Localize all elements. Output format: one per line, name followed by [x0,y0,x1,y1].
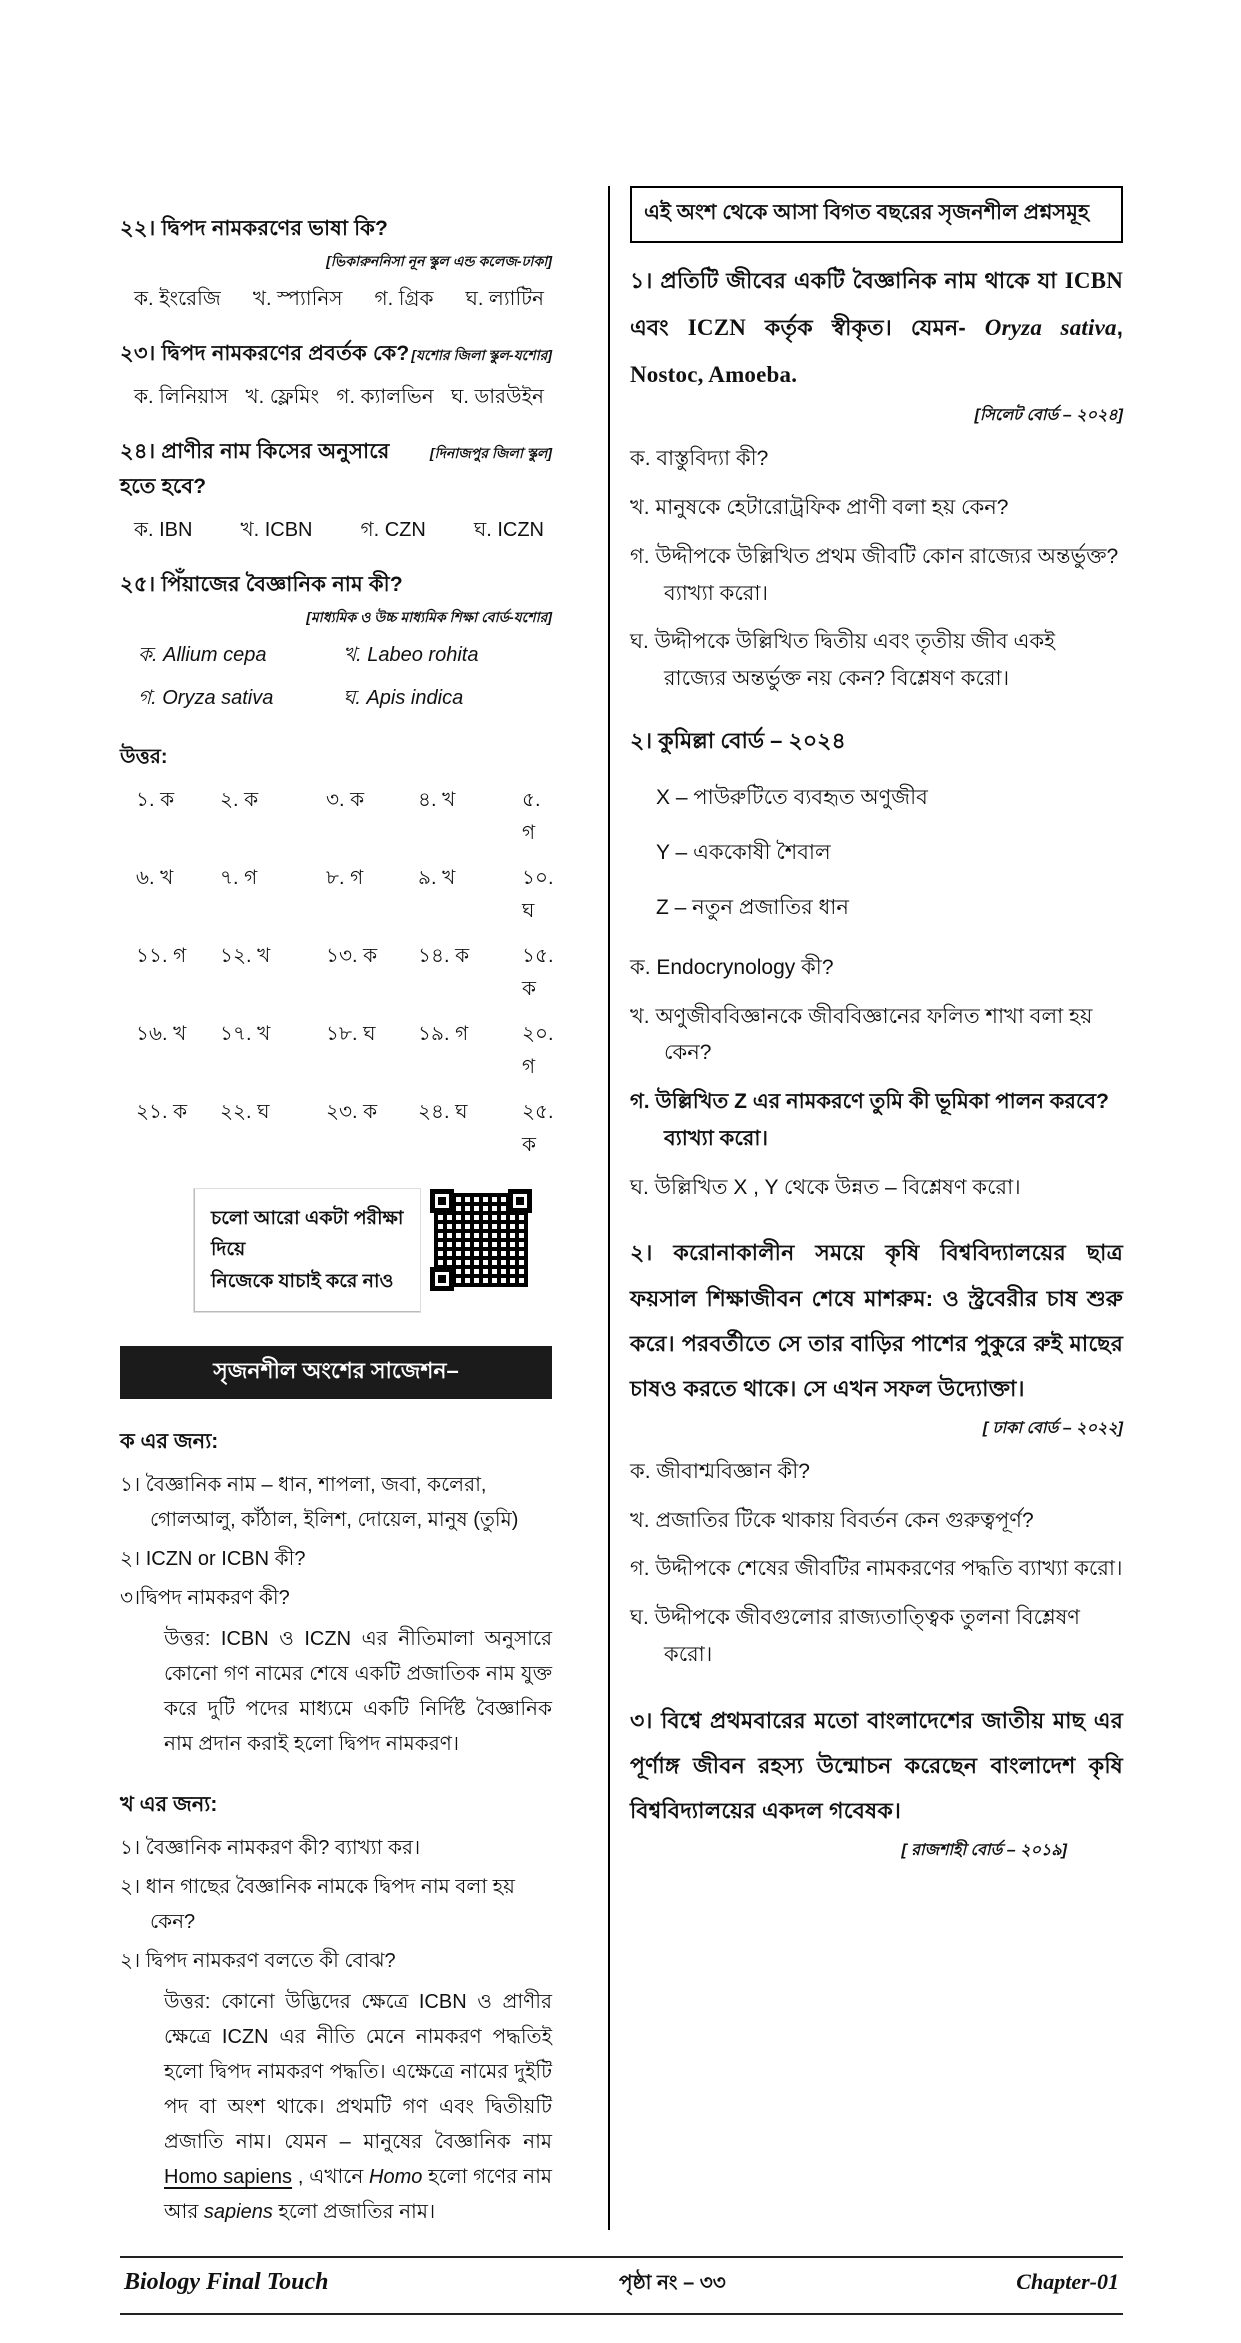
answer-cell: ১০. ঘ [522,867,554,922]
mcq-option: ক. IBN [134,519,193,541]
mcq-option: ঘ. Apis indica [343,687,464,709]
answer-cell: ১১. গ [136,945,187,967]
answer-cell: ১৫. ক [522,945,554,1000]
answer-cell: ৯. খ [418,867,456,889]
stem-text: ১। প্রতিটি জীবের একটি বৈজ্ঞানিক নাম থাকে যা [630,268,1065,293]
section-kha-heading: খ এর জন্য: [120,1793,218,1817]
section-ka-items [120,1468,552,1616]
question-stem: ২২। দ্বিপদ নামকরণের ভাষা কি? [120,217,389,240]
answer-text: হলো গণের নাম আর [164,2166,553,2224]
answer-cell: ১২. খ [220,945,271,967]
answer-cell: ১৩. ক [326,945,378,967]
question-source: [দিনাজপুর জিলা স্কুল] [429,445,552,461]
mcq-option: ক. Allium cepa [138,644,267,666]
creative-q1-subquestions [630,441,1123,698]
answer-text: হলো প্রজাতির নাম। [272,2201,436,2224]
creative-q2-xyz-list [630,781,1123,926]
suggestion-item: ১। বৈজ্ঞানিক নাম – ধান, শাপলা, জবা, কলেরা, গোলআলু, কাঁঠাল, ইলিশ, দোয়েল, মানুষ (তুমি) [120,1474,519,1532]
mcq-option: গ. ক্যালভিন [336,386,434,408]
mcq-option: খ. ICBN [240,519,313,541]
question-source: [যশোর জিলা স্কুল-যশোর] [411,347,552,363]
answer-cell: ১৪. ক [418,945,470,967]
question-source: [ভিকারুননিসা নূন স্কুল এন্ড কলেজ-ঢাকা] [326,253,552,269]
mcq-option: ক. লিনিয়াস [134,386,229,408]
creative-q2b-subquestions [630,1454,1123,1674]
answer-cell: ৭. গ [220,867,258,889]
answer-cell: ১৯. গ [418,1023,469,1045]
section-kha-answer [164,1985,552,2230]
stimulus-line: Z – নতুন প্রজাতির ধান [656,895,849,919]
board-source: [ রাজশাহী বোর্ড – ২০১৯] [901,1841,1067,1859]
suggestion-item: ২। দ্বিপদ নামকরণ বলতে কী বোঝ? [120,1950,396,1973]
subquestion: ঘ. উদ্দীপকে জীবগুলোর রাজ্যতাত্ত্বিক তুলনা বিশ্লেষণ করো। [630,1606,1081,1666]
mcq-option: ঘ. ডারউইন [451,386,544,408]
answer-text: উত্তর: কোনো উদ্ভিদের ক্ষেত্রে ICBN ও প্রাণীর ক্ষেত্রে ICZN এর নীতি মেনে নামকরণ পদ্ধতিই হলো দ্বিপদ নামকরণ পদ্ধতি। এক্ষেত্রে নামের দুইটি পদ বা অংশ থাকে। প্রথমটি গণ এবং দ্বিতীয়টি প্রজাতি নাম। যেমন – মানুষের বৈজ্ঞানিক নাম [164,1991,552,2154]
question-stem: ২৫। পিঁয়াজের বৈজ্ঞানিক নাম কী? [120,573,403,596]
book-title: Biology Final Touch [124,2269,329,2296]
question-stem: ২৪। প্রাণীর নাম কিসের অনুসারে হতে হবে? [120,440,390,498]
suggestion-item: ২। ধান গাছের বৈজ্ঞানিক নামকে দ্বিপদ নাম বলা হয় কেন? [120,1876,515,1934]
mcq-option: গ. CZN [360,519,426,541]
answer-cell: ৫. গ [522,789,541,844]
iczn-abbr: ICZN [687,315,747,341]
subquestion: ক. Endocrynology কী? [630,955,834,979]
mcq-option: ঘ. ল্যাটিন [465,288,544,310]
stem-text: , [1116,315,1123,341]
subquestion: ক. জীবাশ্মবিজ্ঞান কী? [630,1459,810,1483]
creative-q2b-stem: ২। করোনাকালীন সময়ে কৃষি বিশ্ববিদ্যালয়ের ছাত্র ফয়সাল শিক্ষাজীবন শেষে মাশরুম: ও স্ট্রবেরীর চাষ শুরু করে। পরবর্তীতে সে তার বাড়ির পাশের পুকুরে রুই মাছের চাষও করতে থাকে। সে এখন সফল উদ্যোক্তা। [630,1240,1123,1401]
mcq-option: ক. ইংরেজি [134,288,221,310]
board-source: [সিলেট বোর্ড – ২০২৪] [974,407,1123,425]
question-stem: ২৩। দ্বিপদ নামকরণের প্রবর্তক কে? [120,342,410,365]
answer-cell: ১. ক [136,789,175,811]
self-test-row [120,1189,552,1312]
subquestion: ক. বাস্তুবিদ্যা কী? [630,447,769,471]
creative-q2-subquestions [630,950,1123,1207]
qr-finder-icon [430,1267,454,1291]
subquestion: ঘ. উদ্দীপকে উল্লিখিত দ্বিতীয় এবং তৃতীয় জীব একই রাজ্যের অন্তর্ভুক্ত নয় কেন? বিশ্লেষণ করো। [630,630,1056,691]
nostoc-amoeba-names: Nostoc, Amoeba. [630,362,798,388]
suggestion-item: ২। ICZN or ICBN কী? [120,1548,306,1571]
stem-text: কর্তৃক স্বীকৃত। যেমন- [746,315,985,341]
two-column-layout [120,186,1123,2230]
genus-name-italic: Homo [369,2166,423,2189]
right-column [608,186,1123,2230]
answers-label: উত্তর: [120,746,168,768]
answer-cell: ১৭. খ [220,1023,271,1045]
qr-code [430,1189,532,1291]
options-grid [138,640,552,716]
answer-cell: ২. ক [220,789,259,811]
mcq-option: খ. ফ্লেমিং [245,386,320,408]
suggestion-item: ১। বৈজ্ঞানিক নামকরণ কী? ব্যাখ্যা কর। [120,1837,421,1860]
callout-line-1: চলো আরো একটা পরীক্ষা দিয়ে [211,1208,404,1261]
left-column [120,186,552,2230]
subquestion: খ. অণুজীববিজ্ঞানকে জীববিজ্ঞানের ফলিত শাখা বলা হয় কেন? [630,1004,1093,1065]
mcq-question-22 [120,212,552,317]
section-ka-heading: ক এর জন্য: [120,1430,219,1454]
answer-cell: ১৮. ঘ [326,1023,376,1045]
mcq-question-24 [120,435,552,548]
section-ka-answer: উত্তর: ICBN ও ICZN এর নীতিমালা অনুসারে কোনো গণ নামের শেষে একটি প্রজাতিক নাম যুক্ত করে দুটি পদের মাধ্যমে একটি নির্দিষ্ট বৈজ্ঞানিক নাম প্রদান করাই হলো দ্বিপদ নামকরণ। [164,1628,552,1756]
qr-finder-icon [430,1189,454,1213]
mcq-option: গ. গ্রিক [374,288,434,310]
suggestion-item: ৩।দ্বিপদ নামকরণ কী? [120,1587,290,1610]
creative-suggestion-banner: সৃজনশীল অংশের সাজেশন– [120,1346,552,1399]
question-stem-row [120,337,552,372]
species-name-italic: sapiens [203,2201,273,2224]
page-number: পৃষ্ঠা নং – ৩৩ [619,2272,726,2295]
mcq-option: ঘ. ICZN [473,519,544,541]
mcq-option: খ. স্প্যানিস [252,288,343,310]
question-stem-row [120,435,552,505]
subquestion: খ. প্রজাতির টিকে থাকায় বিবর্তন কেন গুরুত্বপূর্ণ? [630,1508,1034,1532]
subquestion: খ. মানুষকে হেটারোট্রফিক প্রাণী বলা হয় কেন? [630,496,1009,520]
options-row [134,284,544,317]
answer-cell: ৪. খ [418,789,456,811]
section-kha-items [120,1831,552,1979]
creative-q1-stem [630,257,1123,398]
answer-cell: ২৫. ক [522,1101,554,1156]
bottom-margin [120,2315,1123,2343]
options-row [134,382,544,415]
oryza-sativa-name: Oryza sativa [984,315,1117,341]
mcq-option: খ. Labeo rohita [343,644,479,666]
answer-cell: ১৬. খ [136,1023,187,1045]
page-footer [120,2256,1123,2315]
binomial-name-underlined: Homo sapiens [164,2166,293,2189]
qr-finder-icon [508,1189,532,1213]
subquestion: গ. উল্লিখিত Z এর নামকরণে তুমি কী ভূমিকা পালন করবে? ব্যাখ্যা করো। [630,1090,1109,1150]
stem-text: এবং [630,315,688,341]
answer-cell: ৬. খ [136,867,174,889]
options-row [134,515,544,548]
answer-key-grid [136,785,552,1163]
answer-cell: ২৩. ক [326,1101,378,1123]
answer-cell: ৮. গ [326,867,364,889]
chapter-label: Chapter-01 [1016,2269,1119,2295]
mcq-question-25 [120,568,552,716]
answer-cell: ২০. গ [522,1023,554,1078]
board-source: [ ঢাকা বোর্ড – ২০২২] [982,1419,1123,1437]
subquestion: ঘ. উল্লিখিত X , Y থেকে উন্নত – বিশ্লেষণ করো। [630,1175,1021,1199]
stimulus-line: X – পাউরুটিতে ব্যবহৃত অণুজীব [656,785,928,809]
question-source: [মাধ্যমিক ও উচ্চ মাধ্যমিক শিক্ষা বোর্ড-যশোর] [306,609,552,625]
self-test-callout [194,1189,420,1312]
creative-q2-title: ২। কুমিল্লা বোর্ড – ২০২৪ [630,727,846,753]
mcq-question-23 [120,337,552,415]
answer-cell: ২২. ঘ [220,1101,270,1123]
answer-cell: ২৪. ঘ [418,1101,468,1123]
creative-q3-stem: ৩। বিশ্বে প্রথমবারের মতো বাংলাদেশের জাতীয় মাছ এর পূর্ণাঙ্গ জীবন রহস্য উন্মোচন করেছেন বাংলাদেশ কৃষি বিশ্ববিদ্যালয়ের একদল গবেষক। [630,1707,1123,1823]
answer-text: , এখানে [292,2166,370,2189]
past-creative-questions-header: এই অংশ থেকে আসা বিগত বছরের সৃজনশীল প্রশ্নসমূহ [630,186,1123,243]
subquestion: গ. উদ্দীপকে উল্লিখিত প্রথম জীবটি কোন রাজ্যের অন্তর্ভুক্ত? ব্যাখ্যা করো। [630,544,1119,605]
answer-cell: ২১. ক [136,1101,188,1123]
subquestion: গ. উদ্দীপকে শেষের জীবটির নামকরণের পদ্ধতি ব্যাখ্যা করো। [630,1557,1123,1581]
answer-cell: ৩. ক [326,789,365,811]
icbn-abbr: ICBN [1064,268,1123,293]
mcq-option: গ. Oryza sativa [138,687,274,709]
stimulus-line: Y – এককোষী শৈবাল [656,840,831,864]
callout-line-2: নিজেকে যাচাই করে নাও [211,1270,394,1292]
